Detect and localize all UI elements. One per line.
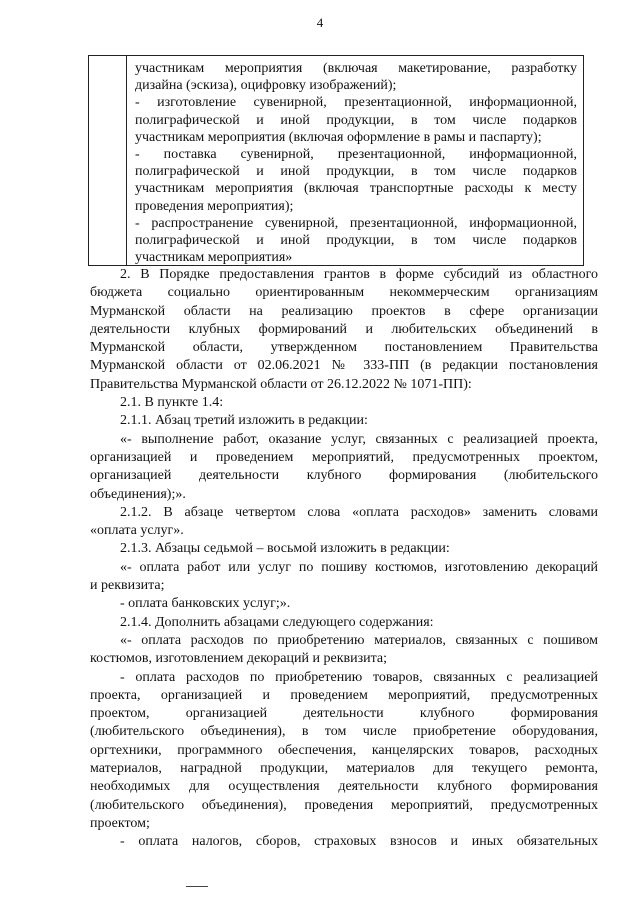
text-line: «- выполнение работ, оказание услуг, связанных с реализацией проекта, xyxy=(120,431,598,447)
table-line: проведения мероприятия); xyxy=(135,198,294,214)
page-number: 4 xyxy=(316,15,324,30)
text-line: материалов, наградной продукции, материалов для текущего ремонта, xyxy=(90,761,598,777)
text-line: бюджета социально ориентированным некоммерческим организациям xyxy=(90,285,598,301)
table-line: участникам мероприятия (включая транспортные расходы к месту xyxy=(135,181,577,197)
text-line: 2. В Порядке предоставления грантов в форме субсидий из областного xyxy=(120,267,598,282)
text-line: (любительского объединения), в том числе приобретение оборудования, xyxy=(90,724,598,740)
table-line: участникам мероприятия» xyxy=(135,250,293,266)
document-body xyxy=(90,266,598,852)
text-line: организацией и проведением мероприятий, предусмотренных проектом, xyxy=(90,449,598,465)
text-line: необходимых для осуществления деятельности клубного формирования xyxy=(90,779,598,795)
text-line: Мурманской области на реализацию проектов в сфере организации xyxy=(90,303,598,319)
text-line: и реквизита; xyxy=(90,578,165,594)
text-line: - оплата налогов, сборов, страховых взносов и иных обязательных xyxy=(120,834,598,850)
text-line: (любительского объединения), проведения мероприятий, предусмотренных xyxy=(90,797,598,813)
table-line: полиграфической и иной продукции, в том числе подарков xyxy=(135,164,577,180)
table-line: полиграфической и иной продукции, в том числе подарков xyxy=(135,232,577,248)
text-line: «- оплата работ или услуг по пошиву костюмов, изготовлению декораций xyxy=(120,559,598,575)
text-line: объединения);». xyxy=(90,486,186,502)
text-line: деятельности клубных формирований и любительских объединений в xyxy=(90,321,598,337)
text-line: проекта, организацией и проведением мероприятий, предусмотренных xyxy=(90,687,598,703)
text-line: Правительства Мурманской области от 26.12.2022 № 1071-ПП): xyxy=(90,376,472,392)
table-line: - изготовление сувенирной, презентационной, информационной, xyxy=(135,95,577,111)
table-left-column xyxy=(89,56,127,265)
text-line: Мурманской области, утвержденном постановлением Правительства xyxy=(90,340,598,356)
table-line: - поставка сувенирной, презентационной, информационной, xyxy=(135,146,577,162)
text-line: 2.1. В пункте 1.4: xyxy=(120,395,224,411)
text-line: - оплата банковских услуг;». xyxy=(120,596,291,612)
text-line: проектом, организацией деятельности клубного формирования xyxy=(90,706,598,722)
table-line: участникам мероприятия (включая макетирование, разработку xyxy=(135,61,577,76)
expense-table xyxy=(88,55,584,266)
text-line: проектом; xyxy=(90,815,150,831)
text-line: - оплата расходов по приобретению товаров, связанных с реализацией xyxy=(120,669,598,685)
text-line: «оплата услуг». xyxy=(90,523,184,539)
table-line: дизайна (эскиза), оцифровку изображений); xyxy=(135,78,397,94)
table-text-cell xyxy=(135,60,577,266)
text-line: 2.1.2. В абзаце четвертом слова «оплата расходов» заменить словами xyxy=(120,504,598,520)
text-line: оргтехники, программного обеспечения, канцелярских товаров, расходных xyxy=(90,742,598,758)
text-line: 2.1.3. Абзацы седьмой – восьмой изложить в редакции: xyxy=(120,541,450,557)
text-line: 2.1.1. Абзац третий изложить в редакции: xyxy=(120,413,368,429)
table-line: - распространение сувенирной, презентационной, информационной, xyxy=(135,215,577,231)
table-line: полиграфической и иной продукции, в том числе подарков xyxy=(135,112,577,128)
text-line: костюмов, изготовлением декораций и реквизита; xyxy=(90,651,388,667)
text-line: Мурманской области от 02.06.2021 № 333-ПП (в редакции постановления xyxy=(90,358,598,374)
text-line: 2.1.4. Дополнить абзацами следующего содержания: xyxy=(120,614,434,630)
bottom-rule xyxy=(186,886,208,887)
text-line: «- оплата расходов по приобретению материалов, связанных с пошивом xyxy=(120,632,598,648)
table-line: участникам мероприятия (включая оформление в рамы и паспарту); xyxy=(135,129,542,145)
text-line: организацией деятельности клубного формирования (любительского xyxy=(90,468,598,484)
